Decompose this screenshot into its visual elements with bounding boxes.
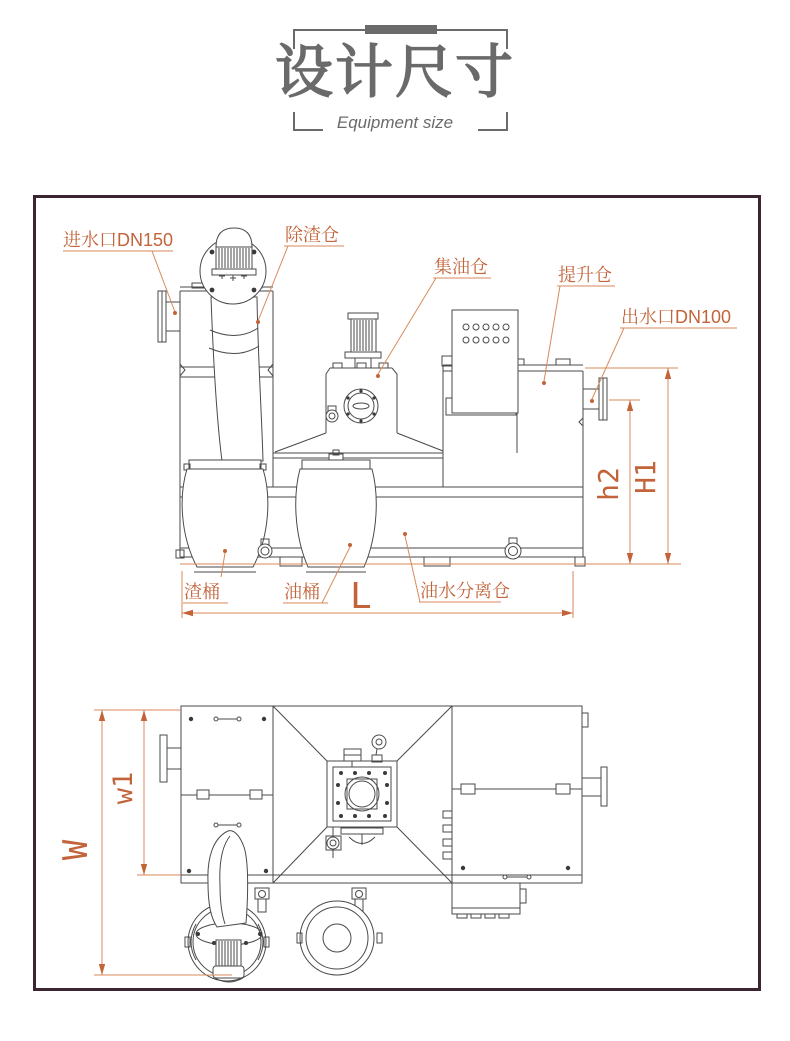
page-title: 设计尺寸 [274,40,515,105]
dim-H1: H1 [629,460,662,494]
plan-oil-bucket [297,901,382,975]
plan-bottom-fittings [326,827,383,858]
plan-center-flange [327,761,397,827]
plan-view [56,706,607,982]
label-inlet: 进水口DN150 [63,230,174,250]
top-flange-motor [200,228,266,304]
elevation-view [63,225,737,618]
outlet-flange [583,378,607,420]
pressure-gauge [372,735,386,762]
page-subtitle: Equipment size [336,113,454,132]
dim-length: L [350,576,372,617]
dim-h2: h2 [592,467,625,501]
plan-inlet-flange [160,735,181,782]
label-slag-chamber: 除渣仓 [285,225,339,245]
chamber-valve [326,406,338,422]
label-oil-bucket: 油桶 [284,582,320,602]
oil-collect-chamber [275,313,443,452]
dim-w1: w1 [108,771,139,805]
label-oil-chamber: 集油仓 [434,257,488,277]
control-panel [442,310,518,453]
plan-control-panel [452,883,526,918]
label-outlet: 出水口DN100 [621,307,732,327]
plan-outlet-flange [582,767,607,806]
inlet-flange [158,291,180,342]
dim-W: W [56,839,96,861]
drop-pipe [209,297,263,461]
label-lift-chamber: 提升仓 [558,265,612,285]
label-separation-chamber: 油水分离仓 [420,581,510,601]
oil-bucket [296,450,376,572]
label-slag-bucket: 渣桶 [184,582,220,602]
porthole [344,389,378,423]
center-motor [345,313,381,368]
